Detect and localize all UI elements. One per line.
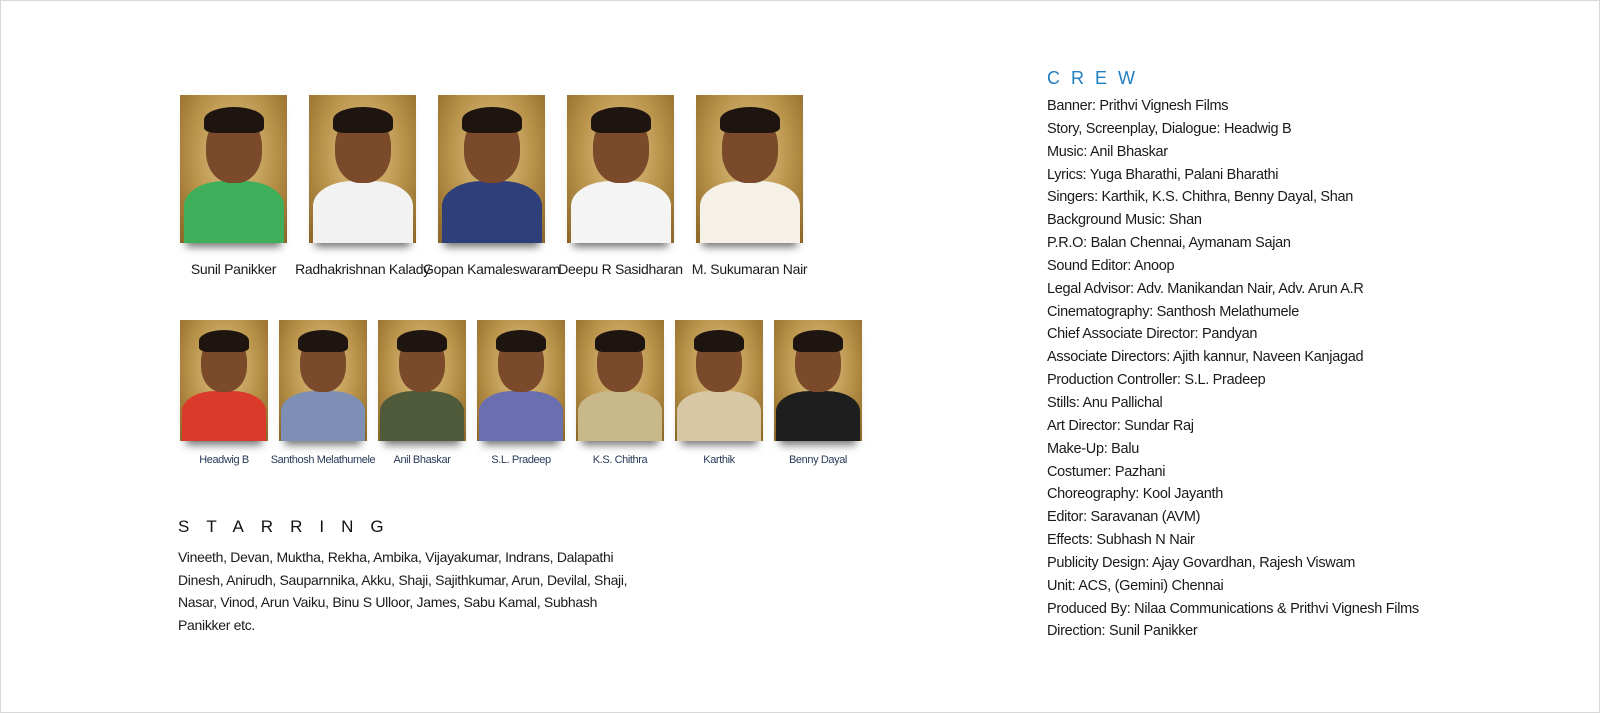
crew-item: Banner: Prithvi Vignesh Films [1047,98,1229,114]
crew-item: Produced By: Nilaa Communications & Prithvi Vignesh Films [1047,600,1419,617]
portrait-torso [571,181,671,243]
portrait-hair [298,330,348,352]
crew-item: Legal Advisor: Adv. Manikandan Nair, Adv. Arun A.R [1047,280,1364,297]
cast-name: Benny Dayal [789,454,847,466]
cast-name: M. Sukumaran Nair [691,261,808,277]
cast-photo [438,95,545,243]
portrait-hair [720,107,780,133]
crew-item: Make-Up: Balu [1047,440,1139,457]
cast-member [576,320,664,466]
cast-member [180,320,268,466]
cast-name: Santhosh Melathumele [270,454,376,466]
starring-list: Vineeth, Devan, Muktha, Rekha, Ambika, Vijayakumar, Indrans, Dalapathi Dinesh, Anirudh, Sauparnnika, Akku, Shaji, Sajithkumar, Arun, Devilal, Shaji, Nasar, Vinod, Arun Vaiku, Binu S Ulloor, James, Sabu Kamal, Subhash Panikker etc. [178,549,628,633]
cast-member [675,320,763,466]
portrait-hair [462,107,522,133]
crew-item: Publicity Design: Ajay Govardhan, Rajesh Viswam [1047,554,1356,571]
crew-item: Associate Directors: Ajith kannur, Naveen Kanjagad [1047,349,1364,366]
cast-photo [477,320,565,441]
crew-item: Stills: Anu Pallichal [1047,394,1163,411]
cast-member [558,95,683,277]
cast-photo [696,95,803,243]
crew-item: Costumer: Pazhani [1047,463,1166,480]
cast-photo [774,320,862,441]
cast-member [180,95,287,277]
portrait-torso [677,391,761,441]
cast-photo [180,95,287,243]
portrait-torso [700,181,800,243]
crew-item: Editor: Saravanan (AVM) [1047,509,1201,526]
cast-name: Headwig B [199,454,249,466]
cast-member [691,95,808,277]
cast-photo [576,320,664,441]
cast-name: Anil Bhaskar [393,454,451,466]
crew-item: Effects: Subhash N Nair [1047,532,1195,549]
portrait-torso [776,391,860,441]
cast-name: Karthik [703,454,735,466]
cast-photo [309,95,416,243]
crew-item: Chief Associate Director: Pandyan [1047,326,1258,343]
cast-member [477,320,565,466]
cast-photo [378,320,466,441]
cast-photo [675,320,763,441]
cast-name: Sunil Panikker [190,261,277,277]
cast-name: Deepu R Sasidharan [558,261,683,277]
crew-item: Cinematography: Santhosh Melathumele [1047,303,1299,320]
cast-member [423,95,560,277]
crew-item: Production Controller: S.L. Pradeep [1047,372,1266,389]
starring-section [178,517,648,636]
portrait-hair [397,330,447,352]
cast-photo [279,320,367,441]
portrait-hair [793,330,843,352]
cast-row-top [180,95,825,277]
portrait-torso [281,391,365,441]
portrait-hair [199,330,249,352]
starring-heading: STARRING [178,517,401,536]
crew-section [1047,68,1567,643]
crew-item: Choreography: Kool Jayanth [1047,486,1223,503]
cast-member [295,95,430,277]
portrait-torso [479,391,563,441]
crew-item: Background Music: Shan [1047,212,1202,229]
crew-item: Lyrics: Yuga Bharathi, Palani Bharathi [1047,166,1279,183]
portrait-hair [591,107,651,133]
portrait-torso [442,181,542,243]
cast-name: Radhakrishnan Kalady [295,261,430,277]
portrait-torso [184,181,284,243]
crew-item: Sound Editor: Anoop [1047,257,1175,274]
portrait-hair [595,330,645,352]
portrait-torso [380,391,464,441]
crew-item: P.R.O: Balan Chennai, Aymanam Sajan [1047,235,1291,252]
portrait-hair [496,330,546,352]
portrait-hair [333,107,393,133]
crew-item: Unit: ACS, (Gemini) Chennai [1047,577,1224,594]
portrait-hair [694,330,744,352]
crew-list [1047,95,1567,643]
portrait-torso [578,391,662,441]
cast-photo [567,95,674,243]
cast-name: S.L. Pradeep [491,454,551,466]
cast-member [270,320,376,466]
crew-item: Story, Screenplay, Dialogue: Headwig B [1047,120,1292,137]
portrait-torso [313,181,413,243]
crew-item: Direction: Sunil Panikker [1047,623,1198,640]
crew-heading: CREW [1047,68,1146,88]
portrait-hair [204,107,264,133]
cast-name: Gopan Kamaleswaram [423,261,560,277]
portrait-torso [182,391,266,441]
crew-item: Music: Anil Bhaskar [1047,143,1168,160]
crew-item: Singers: Karthik, K.S. Chithra, Benny Dayal, Shan [1047,189,1354,206]
cast-member [774,320,862,466]
cast-name: K.S. Chithra [592,454,648,466]
cast-row-bottom [180,320,873,466]
crew-item: Art Director: Sundar Raj [1047,417,1194,434]
cast-photo [180,320,268,441]
cast-member [378,320,466,466]
